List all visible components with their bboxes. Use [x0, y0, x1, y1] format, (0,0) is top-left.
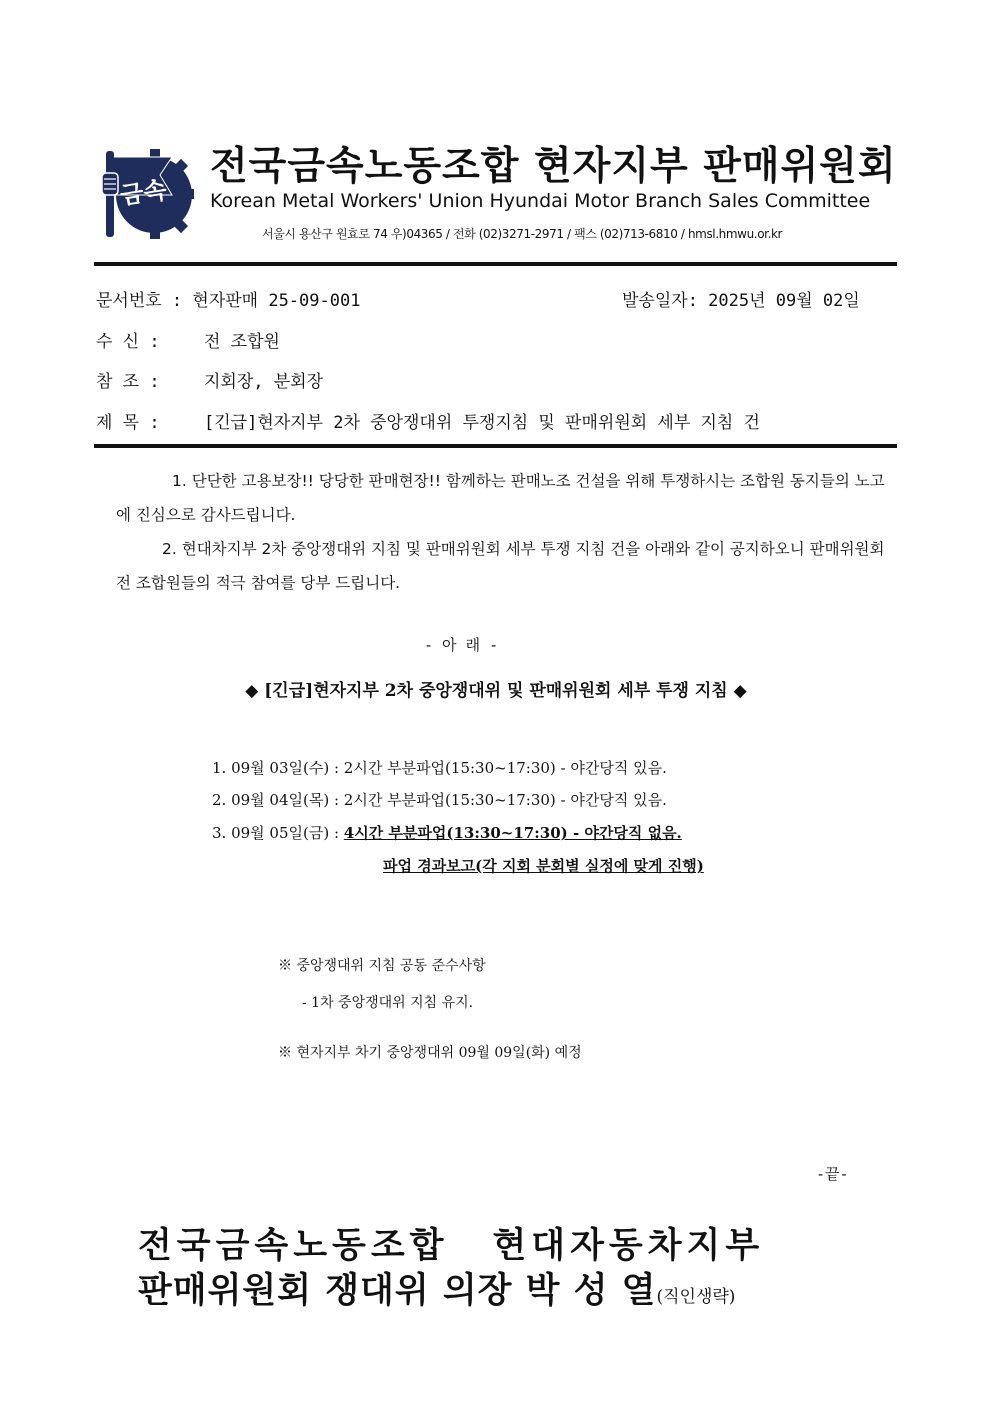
schedule-item-3-detail-2: 파업 경과보고(각 지회 분회별 실정에 맞게 진행)	[383, 857, 704, 875]
schedule-item-2-date: 2. 09월 04일(목) :	[212, 791, 344, 809]
document-number	[96, 286, 360, 311]
subject-line	[96, 408, 760, 433]
union-logo	[98, 143, 194, 243]
schedule-item-1-date: 1. 09월 03일(수) :	[212, 759, 344, 777]
schedule-item-3	[212, 822, 682, 843]
note-1: ※ 중앙쟁대위 지침 공동 준수사항	[278, 958, 486, 974]
schedule-item-2-detail: 2시간 부분파업(15:30~17:30) - 야간당직 있음.	[343, 791, 667, 809]
schedule-item-1	[212, 757, 667, 778]
signature-line-1	[138, 1218, 764, 1268]
note-2: ※ 현자지부 차기 중앙쟁대위 09월 09일(화) 예정	[278, 1045, 582, 1061]
organization-address: 서울시 용산구 원효로 74 우)04365 / 전화 (02)3271-2971 / 팩스 (02)713-6810 / hmsl.hmwu.or.kr	[262, 227, 783, 241]
schedule-item-3-date: 3. 09월 05일(금) :	[212, 824, 344, 842]
reference-line	[96, 367, 323, 392]
schedule-item-3-extra	[383, 855, 704, 876]
recipient-line	[96, 327, 280, 352]
paragraph-2: 2. 현대차지부 2차 중앙쟁대위 지침 및 판매위원회 세부 투쟁 지침 건을 아래와 같이 공지하오니 판매위원회 전 조합원들의 적극 참여를 당부 드립니다.	[116, 540, 885, 592]
recipient-label: 수 신 :	[96, 332, 160, 352]
directive-headline: ◆ [긴급]현자지부 2차 중앙쟁대위 및 판매위원회 세부 투쟁 지침 ◆	[245, 681, 747, 701]
send-date: 발송일자: 2025년 09월 02일	[622, 291, 860, 311]
signature-line-2	[138, 1263, 735, 1313]
reference-value: 지회장, 분회장	[204, 372, 324, 392]
signature-chair: 판매위원회 쟁대위 의장 박 성 열	[138, 1270, 657, 1311]
end-mark: -끝-	[816, 1165, 849, 1183]
document-number-label: 문서번호 :	[96, 291, 193, 311]
subject-value: [긴급]현자지부 2차 중앙쟁대위 투쟁지침 및 판매위원회 세부 지침 건	[204, 413, 760, 433]
subject-label: 제 목 :	[96, 413, 160, 433]
document-number-value: 현자판매 25-09-001	[192, 291, 361, 311]
schedule-item-3-detail: 4시간 부분파업(13:30~17:30) - 야간당직 없음.	[343, 824, 682, 842]
signature-union: 전국금속노동조합	[138, 1225, 449, 1266]
organization-title: 전국금속노동조합 현자지부 판매위원회	[210, 144, 897, 189]
schedule-item-2	[212, 789, 667, 810]
schedule-item-1-detail: 2시간 부분파업(15:30~17:30) - 야간당직 있음.	[343, 759, 667, 777]
header-divider	[94, 262, 897, 266]
seal-omitted-note: (직인생략)	[656, 1287, 736, 1307]
below-heading: - 아 래 -	[424, 636, 499, 654]
meta-divider	[94, 444, 897, 448]
organization-title-english: Korean Metal Workers' Union Hyundai Motor Branch Sales Committee	[210, 190, 871, 212]
signature-branch: 현대자동차지부	[492, 1225, 765, 1266]
recipient-value: 전 조합원	[204, 332, 280, 352]
paragraph-1: 1. 단단한 고용보장!! 당당한 판매현장!! 함께하는 판매노조 건설을 위해 투쟁하시는 조합원 동지들의 노고에 진심으로 감사드립니다.	[116, 472, 885, 524]
logo-text: 금속	[118, 175, 169, 211]
reference-label: 참 조 :	[96, 372, 160, 392]
note-1-sub: - 1차 중앙쟁대위 지침 유지.	[302, 995, 474, 1011]
